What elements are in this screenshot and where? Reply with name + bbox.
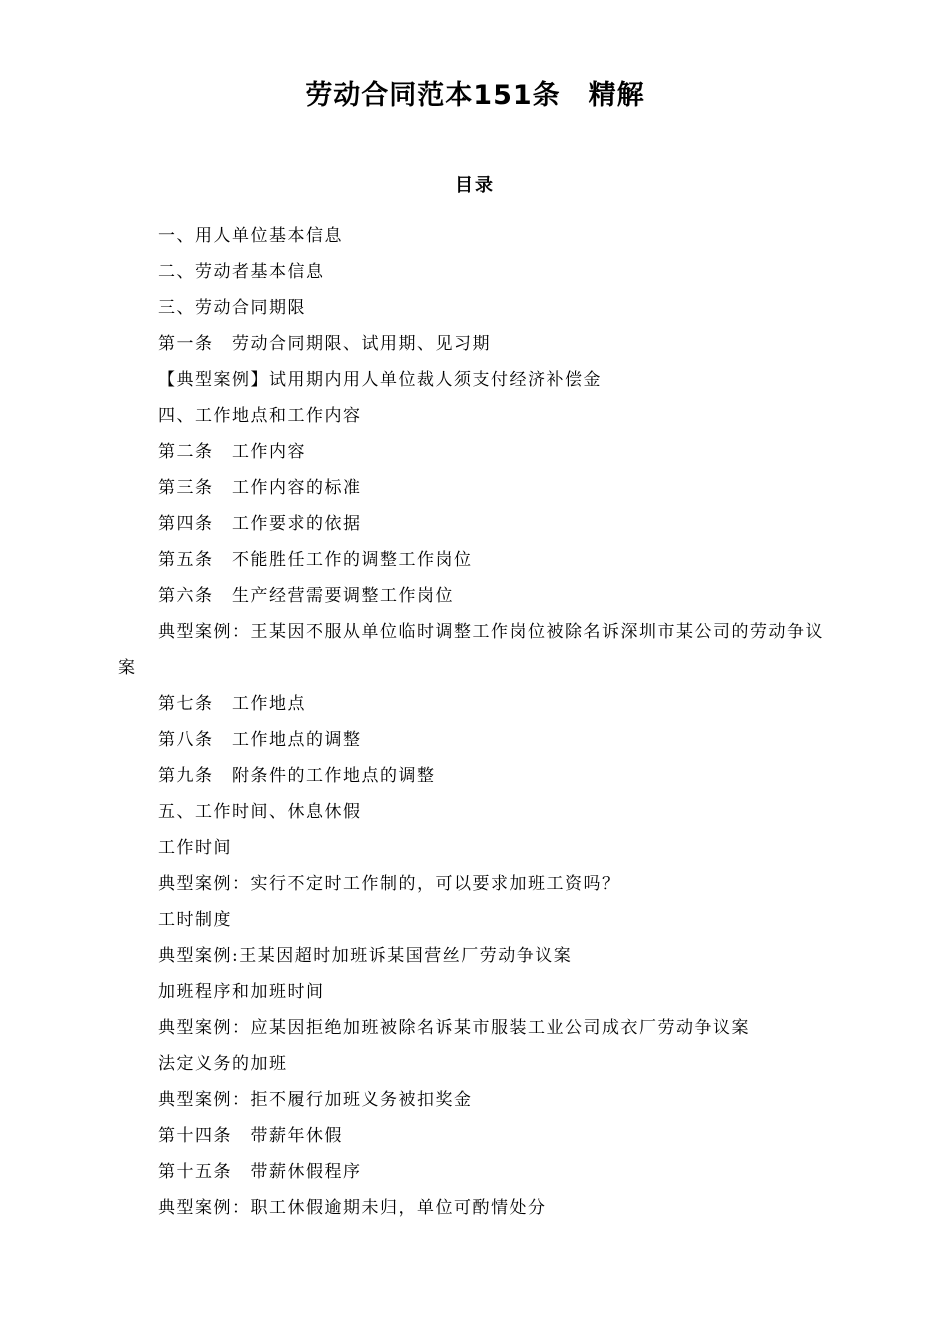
document-title: 劳动合同范本151条 精解 (305, 80, 645, 111)
toc-item: 第四条 工作要求的依据 (158, 514, 362, 534)
toc-item: 四、工作地点和工作内容 (158, 406, 362, 426)
toc-item: 典型案例：拒不履行加班义务被扣奖金 (158, 1090, 473, 1110)
toc-item: 五、工作时间、休息休假 (158, 802, 362, 822)
toc-item: 一、用人单位基本信息 (158, 226, 343, 246)
toc-item: 二、劳动者基本信息 (158, 262, 325, 282)
toc-item: 典型案例:王某因超时加班诉某国营丝厂劳动争议案 (158, 946, 573, 966)
toc-item: 第九条 附条件的工作地点的调整 (158, 766, 436, 786)
toc-heading: 目录 (455, 175, 495, 196)
toc-item: 加班程序和加班时间 (158, 982, 325, 1002)
toc-item: 工时制度 (158, 910, 232, 930)
toc-item: 第三条 工作内容的标准 (158, 478, 362, 498)
toc-item: 第七条 工作地点 (158, 694, 306, 714)
toc-item: 典型案例：王某因不服从单位临时调整工作岗位被除名诉深圳市某公司的劳动争议案 (118, 622, 824, 678)
toc-item: 工作时间 (158, 838, 232, 858)
toc-item: 第十四条 带薪年休假 (158, 1126, 343, 1146)
toc-item: 典型案例：应某因拒绝加班被除名诉某市服装工业公司成衣厂劳动争议案 (158, 1018, 750, 1038)
toc-item: 法定义务的加班 (158, 1054, 288, 1074)
toc-item: 典型案例：职工休假逾期未归，单位可酌情处分 (158, 1198, 547, 1218)
toc-item: 典型案例：实行不定时工作制的，可以要求加班工资吗？ (158, 874, 621, 894)
toc-item: 第一条 劳动合同期限、试用期、见习期 (158, 334, 491, 354)
toc-item: 【典型案例】试用期内用人单位裁人须支付经济补偿金 (158, 370, 602, 390)
toc-item: 第五条 不能胜任工作的调整工作岗位 (158, 550, 473, 570)
toc-item: 第二条 工作内容 (158, 442, 306, 462)
toc-item: 第六条 生产经营需要调整工作岗位 (158, 586, 454, 606)
toc-item: 三、劳动合同期限 (158, 298, 306, 318)
toc-list (118, 218, 832, 1226)
toc-item: 第十五条 带薪休假程序 (158, 1162, 362, 1182)
toc-item: 第八条 工作地点的调整 (158, 730, 362, 750)
